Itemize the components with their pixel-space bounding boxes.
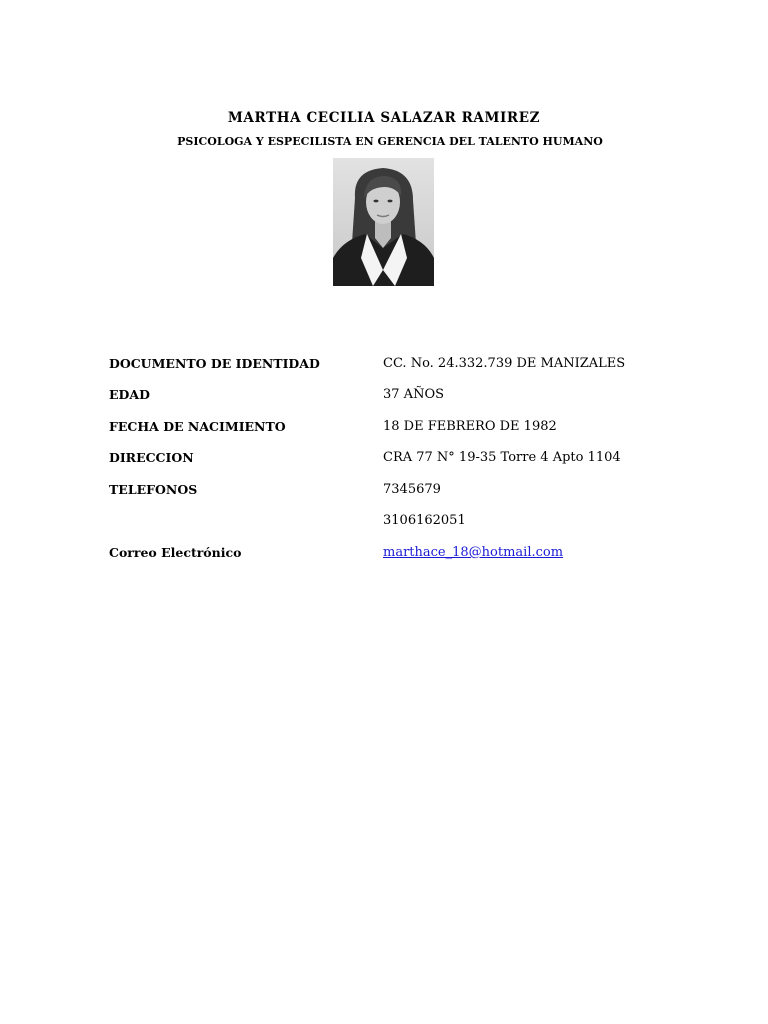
detail-row-documento: [0, 356, 768, 376]
detail-row-correo: [0, 545, 768, 565]
detail-row-telefono-2: [0, 513, 768, 533]
detail-row-fecha-nacimiento: [0, 419, 768, 439]
detail-value: 18 DE FEBRERO DE 1982: [383, 419, 557, 434]
detail-value: [383, 545, 563, 560]
detail-value: 3106162051: [383, 513, 466, 528]
detail-label: DOCUMENTO DE IDENTIDAD: [109, 356, 320, 371]
detail-value: CRA 77 N° 19-35 Torre 4 Apto 1104: [383, 450, 621, 465]
detail-value: 37 AÑOS: [383, 387, 445, 402]
profession-title: PSICOLOGA Y ESPECILISTA EN GERENCIA DEL TALENTO HUMANO: [177, 135, 603, 148]
detail-label: EDAD: [109, 387, 150, 402]
detail-label: FECHA DE NACIMIENTO: [109, 419, 286, 434]
detail-row-telefonos: [0, 482, 768, 502]
detail-label: DIRECCION: [109, 450, 194, 465]
detail-value: 7345679: [383, 482, 441, 497]
portrait-photo: [333, 158, 434, 286]
detail-row-edad: [0, 387, 768, 407]
detail-row-direccion: [0, 450, 768, 470]
person-name: MARTHA CECILIA SALAZAR RAMIREZ: [227, 110, 541, 126]
detail-label: Correo Electrónico: [109, 545, 242, 560]
detail-value: CC. No. 24.332.739 DE MANIZALES: [383, 356, 626, 371]
detail-label: TELEFONOS: [109, 482, 198, 497]
email-link[interactable]: marthace_18@hotmail.com: [383, 545, 564, 560]
